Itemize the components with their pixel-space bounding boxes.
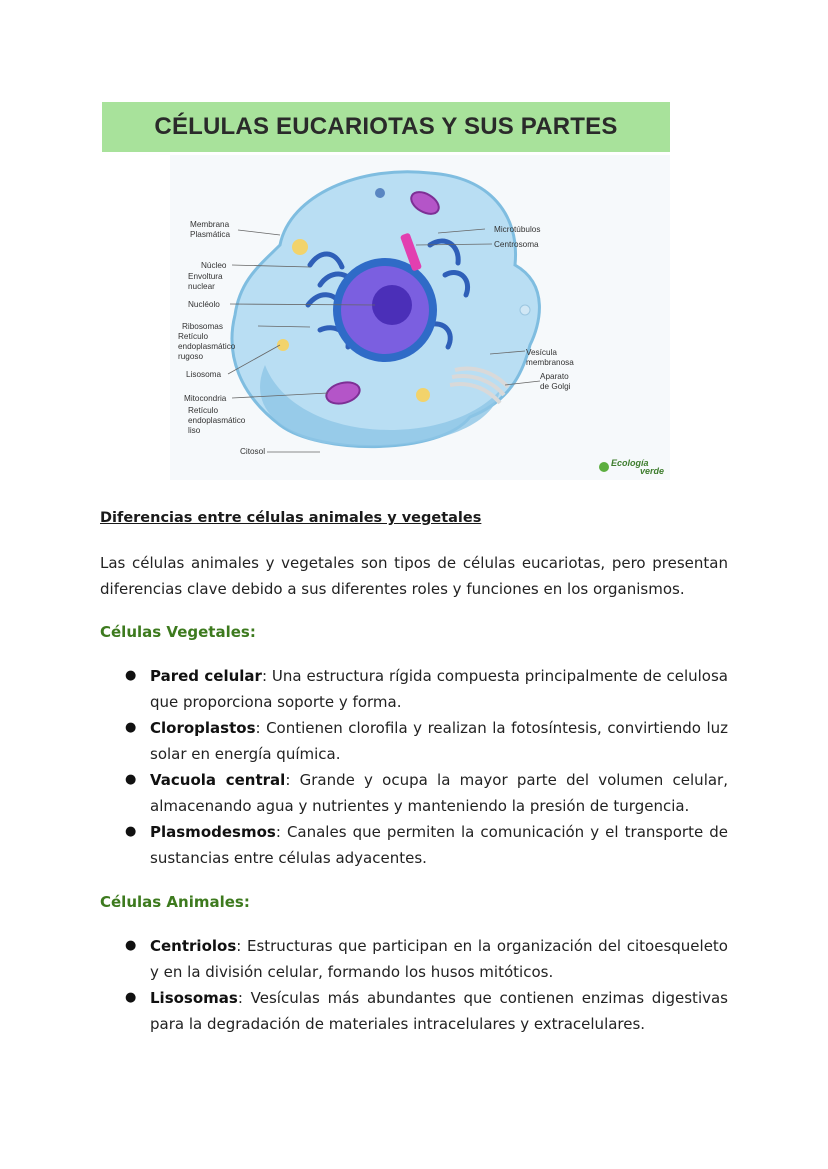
item-text: : Estructuras que participan en la organización del citoesqueleto y en la división celular, formando los husos mitóticos.: [150, 937, 728, 981]
label-microtubulos: Microtúbulos: [494, 225, 541, 234]
bullet-icon: ●: [125, 772, 137, 787]
cell-illustration: [170, 155, 670, 480]
item-text: : Contienen clorofila y realizan la fotosíntesis, convirtiendo luz solar en energía química.: [150, 719, 728, 763]
label-vesicula-2: membranosa: [526, 358, 574, 367]
logo-line2: verde: [640, 466, 665, 476]
bullet-icon: ●: [125, 824, 137, 839]
label-plasmatica: Plasmática: [190, 230, 231, 239]
label-nucleolo: Nucléolo: [188, 300, 220, 309]
label-mitocondria: Mitocondria: [184, 394, 227, 403]
label-reticulo-rugoso-1: Retículo: [178, 332, 209, 341]
item-term: Lisosomas: [150, 989, 238, 1007]
item-term: Vacuola central: [150, 771, 286, 789]
lysosome: [277, 339, 289, 351]
intro-paragraph: Las células animales y vegetales son tipos de células eucariotas, pero presentan diferencias clave debido a sus diferentes roles y funciones en los organismos.: [100, 554, 728, 598]
vesicle-membranosa: [520, 305, 530, 315]
label-envoltura: Envoltura: [188, 272, 223, 281]
logo-line1: Ecología: [611, 458, 649, 468]
label-reticulo-rugoso-3: rugoso: [178, 352, 204, 361]
item-text: : Canales que permiten la comunicación y el transporte de sustancias entre células adyacentes.: [150, 823, 728, 867]
list-item: [125, 819, 728, 871]
list-item: [125, 933, 728, 985]
list-item: [125, 985, 728, 1037]
bullet-icon: ●: [125, 938, 137, 953]
label-aparato-2: de Golgi: [540, 382, 571, 391]
label-lisosoma: Lisosoma: [186, 370, 222, 379]
bullet-icon: ●: [125, 668, 137, 683]
vesicle-1: [292, 239, 308, 255]
section-heading: Diferencias entre células animales y vegetales: [100, 510, 482, 526]
item-text: : Vesículas más abundantes que contienen enzimas digestivas para la degradación de materiales intracelulares y extracelulares.: [150, 989, 728, 1033]
item-term: Cloroplastos: [150, 719, 256, 737]
bullet-icon: ●: [125, 720, 137, 735]
label-vesicula-1: Vesícula: [526, 348, 557, 357]
label-reticulo-liso-1: Retículo: [188, 406, 219, 415]
item-term: Centriolos: [150, 937, 237, 955]
list-item: [125, 715, 728, 767]
bullet-icon: ●: [125, 990, 137, 1005]
label-centrosoma: Centrosoma: [494, 240, 539, 249]
list-item: [125, 767, 728, 819]
animal-cells-heading: Células Animales:: [100, 893, 250, 911]
title-banner: [102, 102, 670, 152]
label-nuclear: nuclear: [188, 282, 215, 291]
list-item: [125, 663, 728, 715]
label-aparato-1: Aparato: [540, 372, 569, 381]
item-term: Plasmodesmos: [150, 823, 276, 841]
nucleolus: [372, 285, 412, 325]
label-ribosomas: Ribosomas: [182, 322, 223, 331]
label-reticulo-liso-2: endoplasmático: [188, 416, 246, 425]
plant-cells-heading: Células Vegetales:: [100, 623, 256, 641]
item-term: Pared celular: [150, 667, 262, 685]
label-reticulo-liso-3: liso: [188, 426, 201, 435]
plant-cells-list: [125, 663, 728, 871]
label-membrana: Membrana: [190, 220, 230, 229]
leaf-icon: [599, 462, 609, 472]
eukaryotic-cell-diagram: [170, 155, 670, 480]
item-text: : Grande y ocupa la mayor parte del volumen celular, almacenando agua y nutrientes y manteniendo la presión de turgencia.: [150, 771, 728, 815]
vesicle-3: [375, 188, 385, 198]
item-text: : Una estructura rígida compuesta principalmente de celulosa que proporciona soporte y forma.: [150, 667, 728, 711]
label-reticulo-rugoso-2: endoplasmático: [178, 342, 236, 351]
label-nucleo: Núcleo: [201, 261, 227, 270]
vesicle-2: [416, 388, 430, 402]
label-citosol: Citosol: [240, 447, 266, 456]
page-title: CÉLULAS EUCARIOTAS Y SUS PARTES: [154, 113, 618, 140]
animal-cells-list: [125, 933, 728, 1037]
